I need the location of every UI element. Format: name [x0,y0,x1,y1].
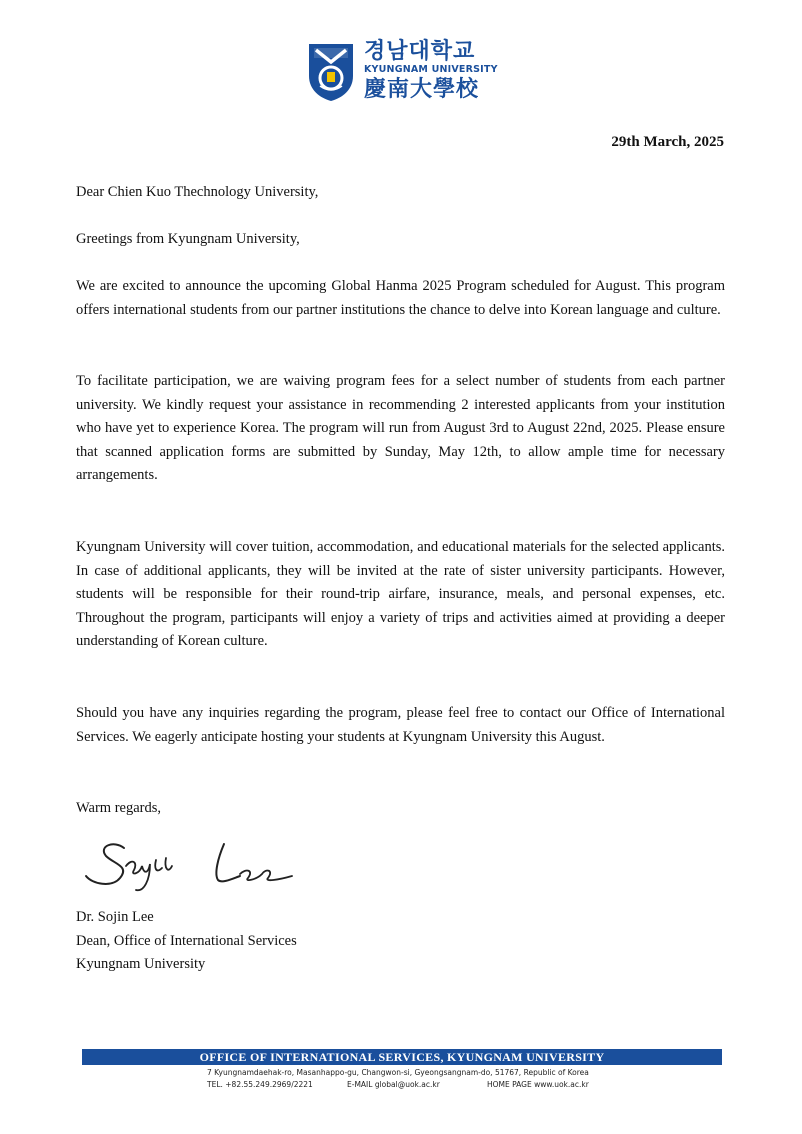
signer-block [76,906,297,977]
university-logo [306,40,506,108]
university-name-korean: 경남대학교 [364,39,476,64]
university-emblem-icon [306,42,356,102]
salutation-text: Dear Chien Kuo Thechnology University, [76,184,319,200]
university-name-english: KYUNGNAM UNIVERSITY [364,64,498,75]
paragraph-text: Should you have any inquiries regarding the program, please feel free to contact our Office of International Services. We eagerly anticipate hosting your students at Kyungnam University this August. [76,705,725,745]
footer-homepage: HOME PAGE www.uok.ac.kr [487,1080,589,1089]
footer-email: E-MAIL global@uok.ac.kr [347,1080,440,1089]
paragraph-3 [76,536,725,654]
greeting-text: Greetings from Kyungnam University, [76,231,300,247]
signer-name: Dr. Sojin Lee [76,909,154,925]
footer-contact [207,1080,607,1089]
paragraph-2 [76,370,725,488]
signer-organization: Kyungnam University [76,956,206,973]
greeting [76,228,725,252]
paragraph-text: To facilitate participation, we are waiving program fees for a select number of students from each partner university. We kindly request your assistance in recommending 2 interested applicants from your institution who have yet to experience Korea. The program will run from August 3rd to August 22nd, 2025. Please ensure that scanned application forms are submitted by Sunday, May 12th, to allow ample time for necessary arrangements. [76,373,725,484]
university-name-hanja: 慶南大學校 [364,76,480,102]
paragraph-text: We are excited to announce the upcoming Global Hanma 2025 Program scheduled for August. This program offers international students from our partner institutions the chance to delve into Korean language and culture. [76,278,725,318]
closing-text: Warm regards, [76,800,161,816]
closing [76,797,725,821]
signer-title: Dean, Office of International Services [76,932,297,949]
letter-date: 29th March, 2025 [611,134,724,150]
paragraph-1 [76,275,725,322]
paragraph-text: Kyungnam University will cover tuition, accommodation, and educational materials for the selected applicants. In case of additional applicants, they will be invited at the rate of sister university participants. However, students will be responsible for their round-trip airfare, insurance, meals, and personal expenses, etc. Throughout the program, participants will enjoy a variety of trips and activities aimed at providing a deeper understanding of Korean culture. [76,539,725,650]
footer-tel: TEL. +82.55.249.2969/2221 [207,1080,313,1089]
paragraph-4 [76,702,725,749]
footer-banner: OFFICE OF INTERNATIONAL SERVICES, KYUNGNAM UNIVERSITY [82,1049,722,1065]
salutation [76,181,725,205]
handwritten-signature [84,836,304,896]
footer-address: 7 Kyungnamdaehak-ro, Masanhappo-gu, Changwon-si, Gyeongsangnam-do, 51767, Republic of Korea [207,1068,589,1077]
